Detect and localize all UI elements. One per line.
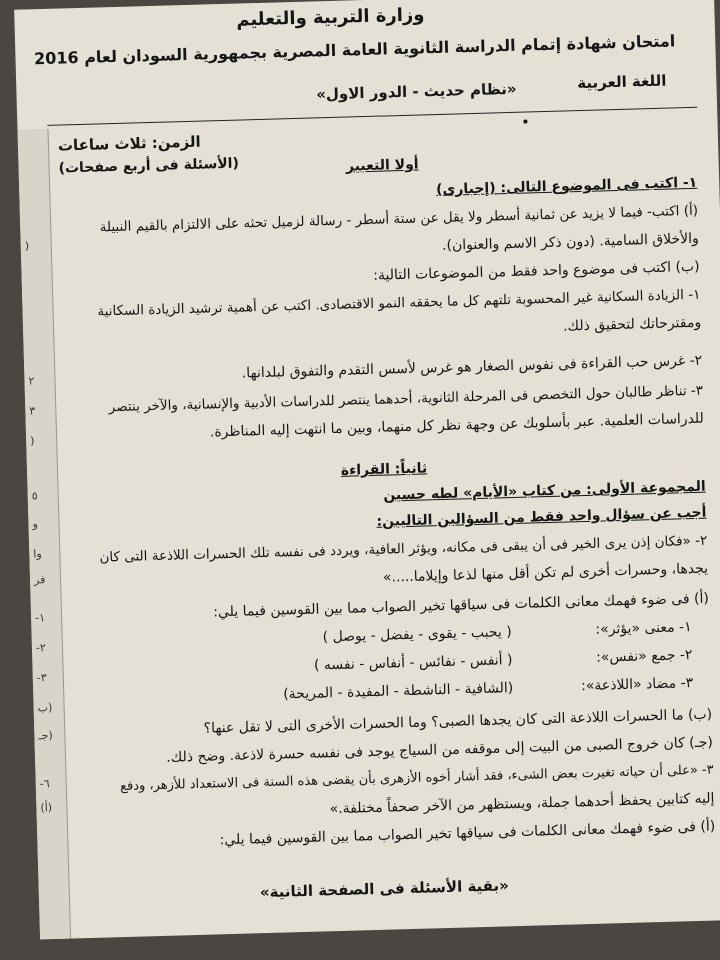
- strip-fragment: ١-: [34, 611, 46, 625]
- question-3-line-1: ٣- «على أن حياته تغيرت بعض الشىء، فقد أشار أخوه الأزهرى بأن يقضى هذه السنة فى الاستعداد للأزهر، ودفع: [119, 762, 714, 795]
- question-2-line-2: يجدها، وحسرات أخرى لم تكن أقل منها لذعا وإيلاما.....»: [382, 560, 709, 586]
- item-1-label: ١- معنى «يؤثر»:: [595, 619, 692, 638]
- question-1a-line-1: (أ) اكتب- فيما لا يزيد عن ثمانية أسطر ولا يقل عن ستة أسطر - رسالة لزميل تحثه على الالتزام بالقيم النبيلة: [99, 202, 699, 236]
- question-2c: (جـ) كان خروج الصبى من البيت إلى موقفه من السياج يوجد فى نفسه حسرة لاذعة. وضح ذلك.: [166, 734, 714, 766]
- question-1a-line-2: والأخلاق السامية. (دون ذكر الاسم والعنوان).: [441, 230, 700, 254]
- question-3-line-2: إليه كتابين يحفظ أحدهما جملة، ويستظهر من الآخر صحفاً مختلفة.»: [329, 790, 715, 818]
- exam-title: امتحان شهادة إتمام الدراسة الثانوية العامة المصرية بجمهورية السودان لعام 2016: [33, 31, 676, 69]
- pages-note: (الأسئلة فى أربع صفحات): [58, 155, 240, 177]
- question-3a: (أ) فى ضوء فهمك معانى الكلمات فى سياقها تخير الصواب مما بين القوسين فيما يلي:: [219, 818, 716, 849]
- section-title-reading: ثانياً: القراءة: [340, 460, 428, 479]
- strip-fragment: ٦-: [39, 777, 50, 791]
- topic-3-line-2: للدراسات العلمية. عبر بأسلوبك عن وجهة نظر كل منهما، وبين ما انتهت إليه المناظرة.: [209, 410, 705, 441]
- strip-fragment: ٥: [31, 489, 38, 503]
- ministry-heading: وزارة التربية والتعليم: [236, 4, 425, 31]
- adjacent-page-strip: [17, 129, 71, 940]
- topic-3-line-1: ٣- تناظر طالبان حول التخصص فى المرحلة الثانوية، أحدهما ينتصر للدراسات الأدبية والإنسانية، والآخر ينتصر: [108, 382, 704, 416]
- exam-duration: الزمن: ثلاث ساعات: [57, 132, 201, 155]
- strip-fragment: ٢-: [35, 641, 47, 655]
- strip-fragment: فر: [33, 573, 46, 587]
- dot-mark: [523, 119, 527, 123]
- item-2-label: ٢- جمع «نفس»:: [595, 647, 693, 666]
- question-2-line-1: ٢- «فكان إذن يرى الخير فى أن يبقى فى مكانه، ويؤثر العافية، ويردد فى نفسه تلك الحسرات اللاذعة التى كان: [99, 532, 708, 566]
- question-1b: (ب) اكتب فى موضوع واحد فقط من الموضوعات التالية:: [373, 258, 700, 284]
- header-divider: [47, 107, 697, 126]
- strip-fragment: (ب: [37, 700, 53, 715]
- question-2b: (ب) ما الحسرات اللاذعة التى كان يجدها الصبى؟ وما الحسرات الأخرى التى لا تقل عنها؟: [203, 706, 713, 737]
- strip-fragment: و: [32, 517, 38, 531]
- strip-fragment: (أ): [40, 801, 53, 815]
- answer-instruction: أجب عن سؤال واحد فقط من السؤالين التاليين:: [376, 504, 707, 530]
- strip-fragment: (: [24, 239, 30, 253]
- item-2-options: ( أنفس - نفائس - أنفاس - نفسه ): [313, 652, 513, 674]
- strip-fragment: ٢: [28, 374, 35, 388]
- item-3-options: (الشافية - الناشطة - المفيدة - المريحة): [282, 680, 514, 703]
- exam-page: [14, 0, 720, 939]
- question-2a: (أ) فى ضوء فهمك معانى الكلمات فى سياقها تخير الصواب مما بين القوسين فيما يلي:: [213, 590, 710, 621]
- strip-fragment: (: [30, 434, 35, 448]
- topic-1-line-1: ١- الزيادة السكانية غير المحسوبة تلتهم كل ما يحققه النمو الاقتصادى. اكتب عن أهمية ترشيد الزيادة السكانية: [97, 286, 701, 320]
- question-1-heading: ١- اكتب فى الموضوع التالى: (إجبارى): [435, 174, 698, 199]
- topic-1-line-2: ومقترحاتك لتحقيق ذلك.: [562, 314, 702, 335]
- strip-fragment: (جـ: [38, 728, 53, 743]
- strip-fragment: وا: [33, 547, 42, 561]
- exam-system: «نظام حديث - الدور الاول»: [315, 79, 517, 104]
- subject-label: اللغة العربية: [577, 71, 667, 93]
- continuation-note: «بقية الأسئلة فى الصفحة الثانية»: [259, 876, 510, 902]
- item-3-label: ٣- مضاد «اللاذعة»:: [580, 675, 694, 695]
- strip-fragment: ٣: [29, 404, 36, 418]
- strip-fragment: ٣-: [36, 671, 47, 685]
- item-1-options: ( يحبب - يقوى - يفضل - يوصل ): [322, 624, 512, 646]
- group-heading: المجموعة الأولى: من كتاب «الأيام» لطه حسين: [383, 478, 706, 504]
- section-title-expression: أولا التعبير: [345, 156, 419, 175]
- topic-2: ٢- غرس حب القراءة فى نفوس الصغار هو غرس لأسس التقدم والتفوق لبلدانها.: [241, 352, 703, 382]
